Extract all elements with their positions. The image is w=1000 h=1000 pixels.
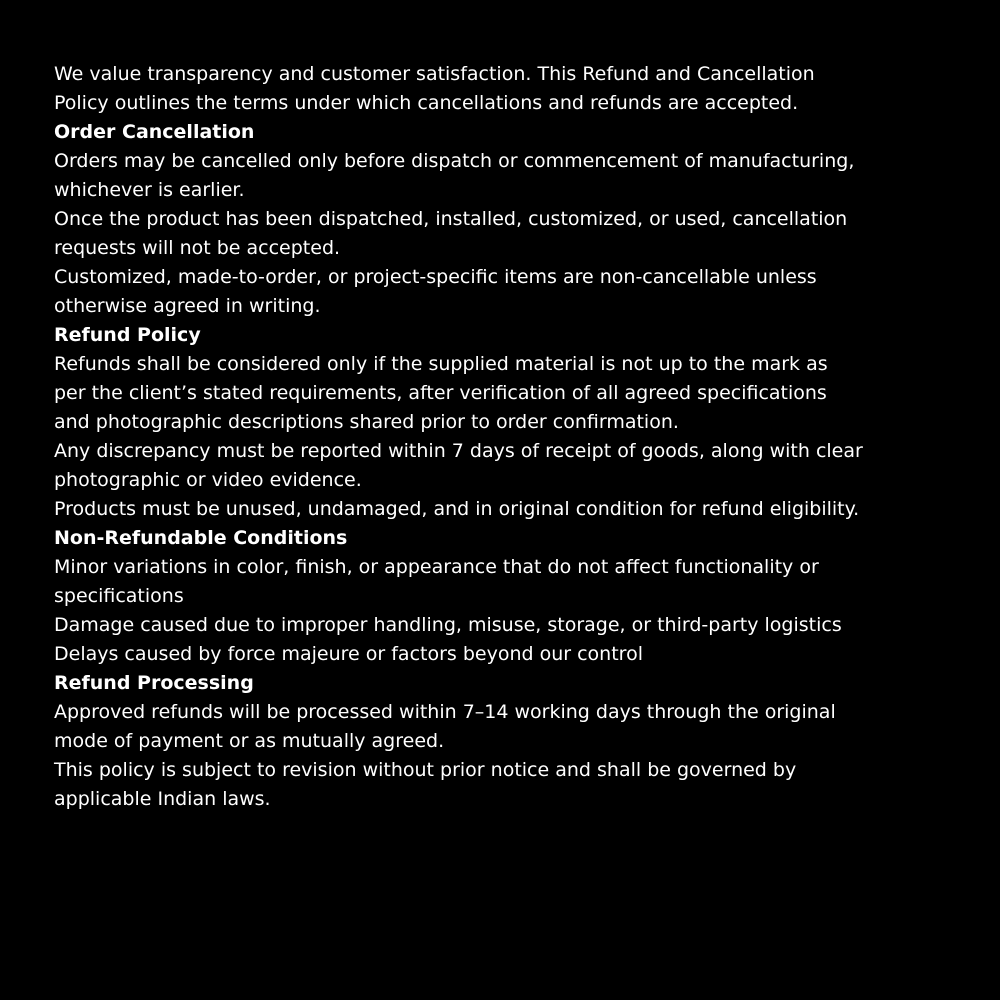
intro-paragraph: We value transparency and customer satisfaction. This Refund and Cancellation Policy outlines the terms under which cancellations and refunds are accepted. [54, 63, 815, 114]
refund-processing-paragraph: This policy is subject to revision without prior notice and shall be governed by applicable Indian laws. [54, 759, 797, 810]
refund-policy-paragraph: Products must be unused, undamaged, and in original condition for refund eligibility. [54, 498, 860, 520]
refund-policy-paragraph: Refunds shall be considered only if the supplied material is not up to the mark as per the client’s stated requirements, after verification of all agreed specifications and photographic descriptions shared prior to order confirmation. [54, 353, 828, 433]
refund-policy-paragraph: Any discrepancy must be reported within 7 days of receipt of goods, along with clear photographic or video evidence. [54, 440, 863, 491]
non-refundable-condition-item: Delays caused by force majeure or factors beyond our control [54, 643, 643, 665]
order-cancellation-paragraph: Orders may be cancelled only before dispatch or commencement of manufacturing, whichever is earlier. [54, 150, 855, 201]
policy-document [54, 60, 864, 814]
section-heading-non-refundable-conditions: Non-Refundable Conditions [54, 527, 348, 549]
section-heading-refund-processing: Refund Processing [54, 672, 254, 694]
order-cancellation-paragraph: Customized, made-to-order, or project-specific items are non-cancellable unless otherwise agreed in writing. [54, 266, 817, 317]
section-heading-refund-policy: Refund Policy [54, 324, 201, 346]
section-heading-order-cancellation: Order Cancellation [54, 121, 255, 143]
non-refundable-condition-item: Damage caused due to improper handling, misuse, storage, or third-party logistics [54, 614, 842, 636]
non-refundable-condition-item: Minor variations in color, finish, or appearance that do not affect functionality or specifications [54, 556, 819, 607]
refund-processing-paragraph: Approved refunds will be processed within 7–14 working days through the original mode of payment or as mutually agreed. [54, 701, 836, 752]
order-cancellation-paragraph: Once the product has been dispatched, installed, customized, or used, cancellation requests will not be accepted. [54, 208, 848, 259]
